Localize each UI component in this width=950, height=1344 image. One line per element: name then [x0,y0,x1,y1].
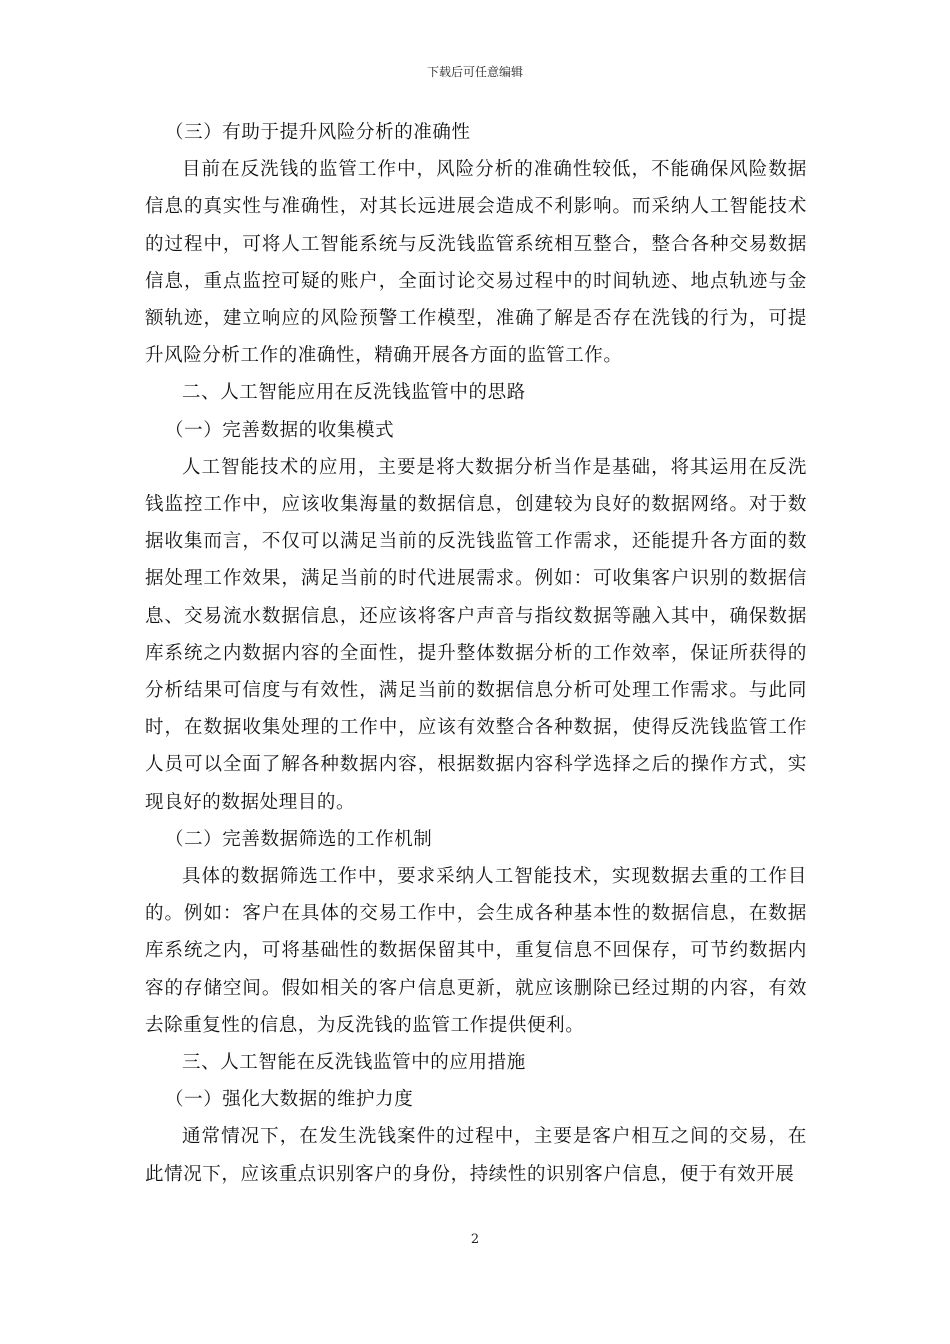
paragraph: 人工智能技术的应用，主要是将大数据分析当作是基础，将其运用在反洗钱监控工作中，应该收集海量的数据信息，创建较为良好的数据网络。对于数据收集而言，不仅可以满足当前的反洗钱监管工作需求，还能提升各方面的数据处理工作效果，满足当前的时代进展需求。例如：可收集客户识别的数据信息、交易流水数据信息，还应该将客户声音与指纹数据等融入其中，确保数据库系统之内数据内容的全面性，提升整体数据分析的工作效率，保证所获得的分析结果可信度与有效性，满足当前的数据信息分析可处理工作需求。与此同时，在数据收集处理的工作中，应该有效整合各种数据，使得反洗钱监管工作人员可以全面了解各种数据内容，根据数据内容科学选择之后的操作方式，实现良好的数据处理目的。 [145,456,807,813]
paragraph: 通常情况下，在发生洗钱案件的过程中，主要是客户相互之间的交易，在此情况下，应该重点识别客户的身份，持续性的识别客户信息，便于有效开展 [145,1126,807,1185]
section-heading: 三、人工智能在反洗钱监管中的应用措施 [182,1052,526,1074]
section-subheading: （二）完善数据筛选的工作机制 [165,828,433,850]
paragraph: 目前在反洗钱的监管工作中，风险分析的准确性较低，不能确保风险数据信息的真实性与准确性，对其长远进展会造成不利影响。而采纳人工智能技术的过程中，可将人工智能系统与反洗钱监管系统相互整合，整合各种交易数据信息，重点监控可疑的账户，全面讨论交易过程中的时间轨迹、地点轨迹与金额轨迹，建立响应的风险预警工作模型，准确了解是否存在洗钱的行为，可提升风险分析工作的准确性，精确开展各方面的监管工作。 [145,159,807,367]
paragraph: 具体的数据筛选工作中，要求采纳人工智能技术，实现数据去重的工作目的。例如：客户在具体的交易工作中，会生成各种基本性的数据信息，在数据库系统之内，可将基础性的数据保留其中，重复信息不回保存，可节约数据内容的存储空间。假如相关的客户信息更新，就应该删除已经过期的内容，有效去除重复性的信息，为反洗钱的监管工作提供便利。 [145,866,807,1036]
page-number: 2 [470,1232,480,1247]
section-heading: 二、人工智能应用在反洗钱监管中的思路 [182,382,526,404]
section-subheading: （一）完善数据的收集模式 [165,419,395,441]
page-header: 下载后可任意编辑 [426,65,523,79]
document-body [145,114,807,1193]
section-subheading: （一）强化大数据的维护力度 [165,1089,414,1111]
section-subheading: （三）有助于提升风险分析的准确性 [165,122,471,143]
